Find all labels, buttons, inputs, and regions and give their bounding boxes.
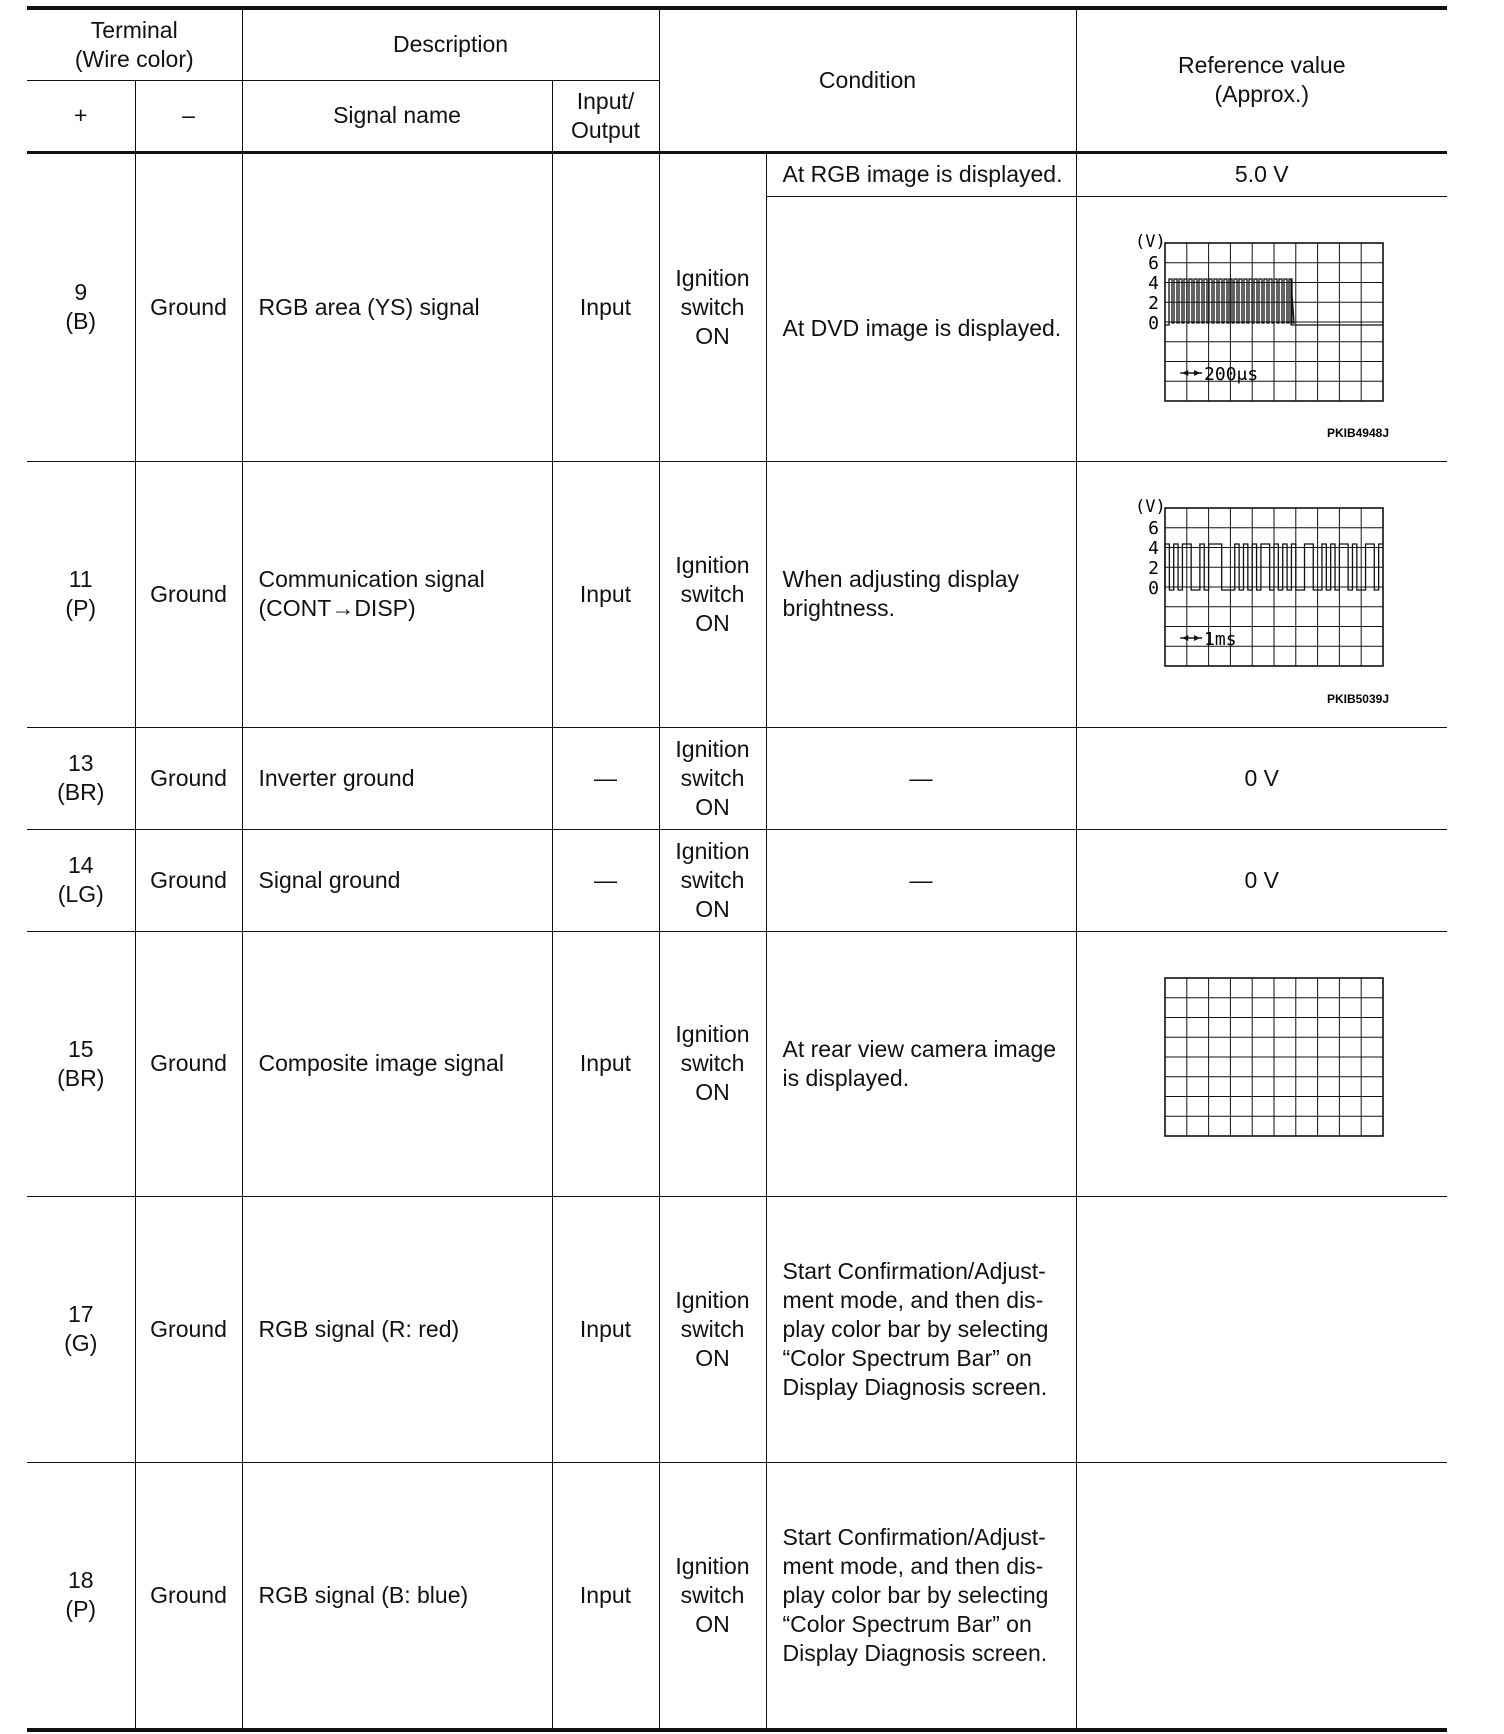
condition-text: At RGB image is displayed. bbox=[766, 152, 1076, 196]
signal-name: Inverter ground bbox=[242, 727, 552, 829]
condition-text: At DVD image is displayed. bbox=[766, 196, 1076, 461]
header-reference-value: Reference value (Approx.) bbox=[1076, 8, 1447, 152]
terminal-reference-table bbox=[27, 6, 1447, 1732]
header-row-top bbox=[27, 8, 1447, 80]
table-row bbox=[27, 461, 1447, 727]
ground-terminal: Ground bbox=[135, 152, 242, 461]
y-tick-label: 2 bbox=[1147, 292, 1159, 314]
input-output: Input bbox=[552, 152, 659, 461]
terminal-number: 17 (G) bbox=[27, 1196, 135, 1462]
signal-name: RGB area (YS) signal bbox=[242, 152, 552, 461]
y-unit-label: (V) bbox=[1134, 496, 1166, 517]
ignition-condition: Ignition switch ON bbox=[659, 152, 766, 461]
condition-text: At rear view camera image is displayed. bbox=[766, 931, 1076, 1196]
figure-code: PKIB5039J bbox=[1326, 691, 1389, 706]
condition-text: — bbox=[766, 829, 1076, 931]
y-tick-label: 2 bbox=[1147, 557, 1159, 579]
ignition-condition: Ignition switch ON bbox=[659, 727, 766, 829]
y-tick-label: 0 bbox=[1147, 577, 1159, 599]
reference-value: 5.0 V bbox=[1076, 152, 1447, 196]
waveform-cell bbox=[1076, 1462, 1447, 1730]
waveform-cell bbox=[1076, 931, 1447, 1196]
terminal-number: 11 (P) bbox=[27, 461, 135, 727]
terminal-number: 9 (B) bbox=[27, 152, 135, 461]
reference-value: 0 V bbox=[1076, 727, 1447, 829]
ground-terminal: Ground bbox=[135, 931, 242, 1196]
header-plus: + bbox=[27, 80, 135, 152]
ignition-condition: Ignition switch ON bbox=[659, 829, 766, 931]
terminal-number: 15 (BR) bbox=[27, 931, 135, 1196]
input-output: Input bbox=[552, 931, 659, 1196]
input-output: — bbox=[552, 829, 659, 931]
table-row bbox=[27, 829, 1447, 931]
ground-terminal: Ground bbox=[135, 829, 242, 931]
waveform-cell bbox=[1076, 196, 1447, 461]
waveform-cell bbox=[1076, 461, 1447, 727]
header-terminal: Terminal (Wire color) bbox=[27, 8, 242, 80]
ground-terminal: Ground bbox=[135, 461, 242, 727]
y-tick-label: 6 bbox=[1147, 517, 1159, 539]
table-row bbox=[27, 727, 1447, 829]
terminal-number: 14 (LG) bbox=[27, 829, 135, 931]
signal-name: RGB signal (R: red) bbox=[242, 1196, 552, 1462]
condition-text: — bbox=[766, 727, 1076, 829]
oscilloscope-waveform-communication bbox=[1077, 462, 1448, 727]
time-division-label: 200μs bbox=[1203, 363, 1258, 385]
ground-terminal: Ground bbox=[135, 727, 242, 829]
waveform-cell bbox=[1076, 1196, 1447, 1462]
input-output: Input bbox=[552, 1462, 659, 1730]
ignition-condition: Ignition switch ON bbox=[659, 1196, 766, 1462]
table-row bbox=[27, 1196, 1447, 1462]
ground-terminal: Ground bbox=[135, 1196, 242, 1462]
oscilloscope-waveform-composite bbox=[1077, 932, 1448, 1196]
table-row bbox=[27, 931, 1447, 1196]
header-condition: Condition bbox=[659, 8, 1076, 152]
header-minus: – bbox=[135, 80, 242, 152]
reference-value: 0 V bbox=[1076, 829, 1447, 931]
signal-name: RGB signal (B: blue) bbox=[242, 1462, 552, 1730]
table-row bbox=[27, 1462, 1447, 1730]
ignition-condition: Ignition switch ON bbox=[659, 1462, 766, 1730]
y-tick-label: 0 bbox=[1147, 312, 1159, 334]
y-tick-label: 4 bbox=[1147, 272, 1159, 294]
signal-name: Composite image signal bbox=[242, 931, 552, 1196]
y-tick-label: 4 bbox=[1147, 537, 1159, 559]
ignition-condition: Ignition switch ON bbox=[659, 931, 766, 1196]
header-input-output: Input/ Output bbox=[552, 80, 659, 152]
signal-name: Signal ground bbox=[242, 829, 552, 931]
header-description: Description bbox=[242, 8, 659, 80]
oscilloscope-waveform-rgb-blue bbox=[1077, 1463, 1448, 1728]
input-output: — bbox=[552, 727, 659, 829]
terminal-number: 13 (BR) bbox=[27, 727, 135, 829]
table-row bbox=[27, 152, 1447, 196]
input-output: Input bbox=[552, 461, 659, 727]
header-signal-name: Signal name bbox=[242, 80, 552, 152]
input-output: Input bbox=[552, 1196, 659, 1462]
condition-text: Start Confirmation/Adjust- ment mode, and then dis- play color bar by selecting “Color Spectrum Bar” on Display Diagnosis screen. bbox=[766, 1462, 1076, 1730]
time-division-label: 1ms bbox=[1203, 628, 1237, 650]
terminal-reference-table-page bbox=[27, 6, 1447, 1728]
ground-terminal: Ground bbox=[135, 1462, 242, 1730]
condition-text: When adjusting display brightness. bbox=[766, 461, 1076, 727]
oscilloscope-waveform-rgb-red bbox=[1077, 1197, 1448, 1462]
figure-code: PKIB4948J bbox=[1326, 425, 1389, 440]
y-unit-label: (V) bbox=[1134, 231, 1166, 252]
signal-name: Communication signal (CONT→DISP) bbox=[242, 461, 552, 727]
y-tick-label: 6 bbox=[1147, 252, 1159, 274]
condition-text: Start Confirmation/Adjust- ment mode, and then dis- play color bar by selecting “Color Spectrum Bar” on Display Diagnosis screen. bbox=[766, 1196, 1076, 1462]
terminal-number: 18 (P) bbox=[27, 1462, 135, 1730]
oscilloscope-waveform-ys bbox=[1077, 197, 1448, 461]
ignition-condition: Ignition switch ON bbox=[659, 461, 766, 727]
